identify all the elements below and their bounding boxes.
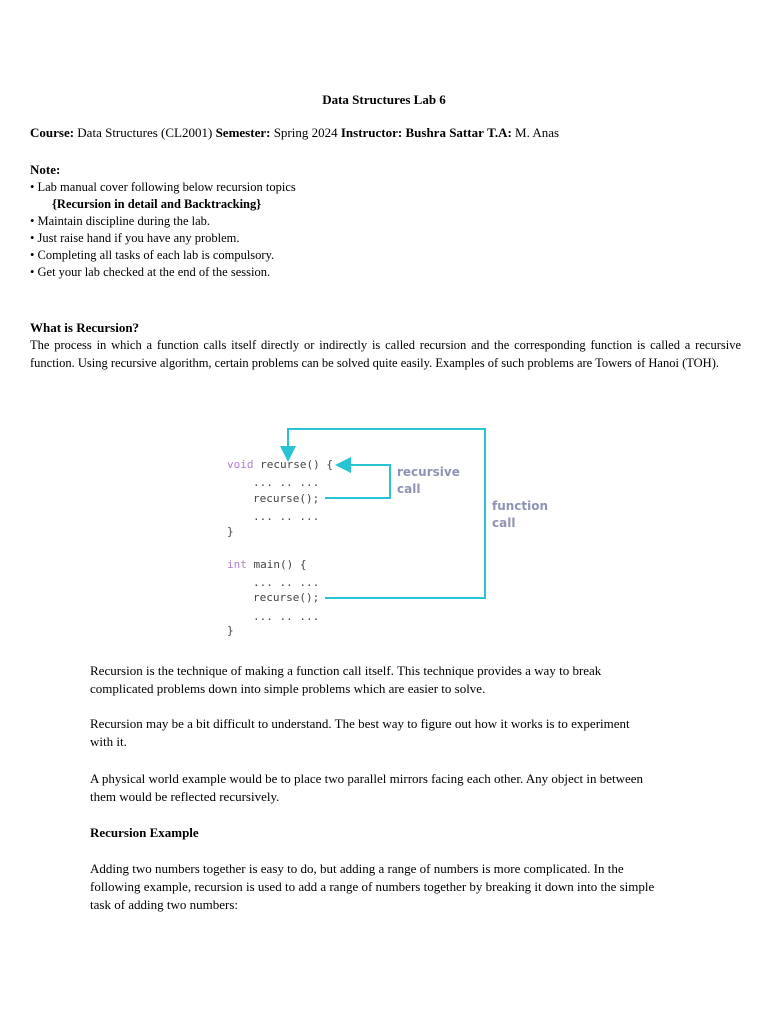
semester-label: Semester: <box>215 125 271 140</box>
example-heading: Recursion Example <box>90 825 199 840</box>
course-label: Course: <box>30 125 75 140</box>
recursive-call-arrow <box>325 465 390 498</box>
course-value: Data Structures (CL2001) <box>77 125 213 140</box>
note-heading: Note: <box>30 162 61 177</box>
code-line: ... .. ... <box>253 576 320 589</box>
code-line: ... .. ... <box>253 510 320 523</box>
code-line: int main() { <box>227 558 307 571</box>
code-line: recurse(); <box>253 492 320 505</box>
semester-value: Spring 2024 <box>273 125 338 140</box>
recursion-definition: The process in which a function calls itself directly or indirectly is called recursion and the corresponding function is called a recursive function. Using recursive algorithm, certain problems can be solved quite easily. Examples of such problems are Towers of Hanoi (TOH). <box>30 338 741 370</box>
function-call-label: call <box>492 516 516 530</box>
note-item: • Maintain discipline during the lab. <box>30 214 211 228</box>
instructor-label: Instructor: Bushra Sattar <box>340 125 484 140</box>
example-paragraph: Adding two numbers together is easy to do, but adding a range of numbers is more complicated. In the following example, recursion is used to add a range of numbers together by breaking it down into the simple task of adding two numbers: <box>90 861 655 912</box>
body-paragraph: Recursion is the technique of making a function call itself. This technique provides a way to break complicated problems down into simple problems which are easier to solve. <box>90 663 602 696</box>
code-line: ... .. ... <box>253 610 320 623</box>
code-line: } <box>227 624 234 637</box>
code-line: void recurse() { <box>227 458 333 471</box>
recursive-call-label: call <box>397 482 421 496</box>
note-section <box>30 161 296 281</box>
note-item: • Get your lab checked at the end of the session. <box>30 265 271 279</box>
recursion-diagram <box>215 420 565 650</box>
ta-label: T.A: <box>487 125 512 140</box>
section-heading: What is Recursion? <box>30 320 140 335</box>
course-info-line <box>30 125 559 141</box>
note-item: • Lab manual cover following below recursion topics <box>30 180 296 194</box>
page-title: Data Structures Lab 6 <box>322 92 446 107</box>
recursive-call-label: recursive <box>397 465 460 479</box>
function-call-label: function <box>492 499 549 513</box>
note-item: {Recursion in detail and Backtracking} <box>52 197 262 211</box>
body-paragraph: Recursion may be a bit difficult to understand. The best way to figure out how it works is to experiment with it. <box>90 716 630 749</box>
body-paragraph: A physical world example would be to place two parallel mirrors facing each other. Any object in between them would be reflected recursively. <box>90 771 644 804</box>
ta-value: M. Anas <box>515 125 560 140</box>
code-line: recurse(); <box>253 591 320 604</box>
code-line: } <box>227 525 234 538</box>
note-item: • Completing all tasks of each lab is compulsory. <box>30 248 275 262</box>
code-line: ... .. ... <box>253 476 320 489</box>
note-item: • Just raise hand if you have any problem. <box>30 231 240 245</box>
